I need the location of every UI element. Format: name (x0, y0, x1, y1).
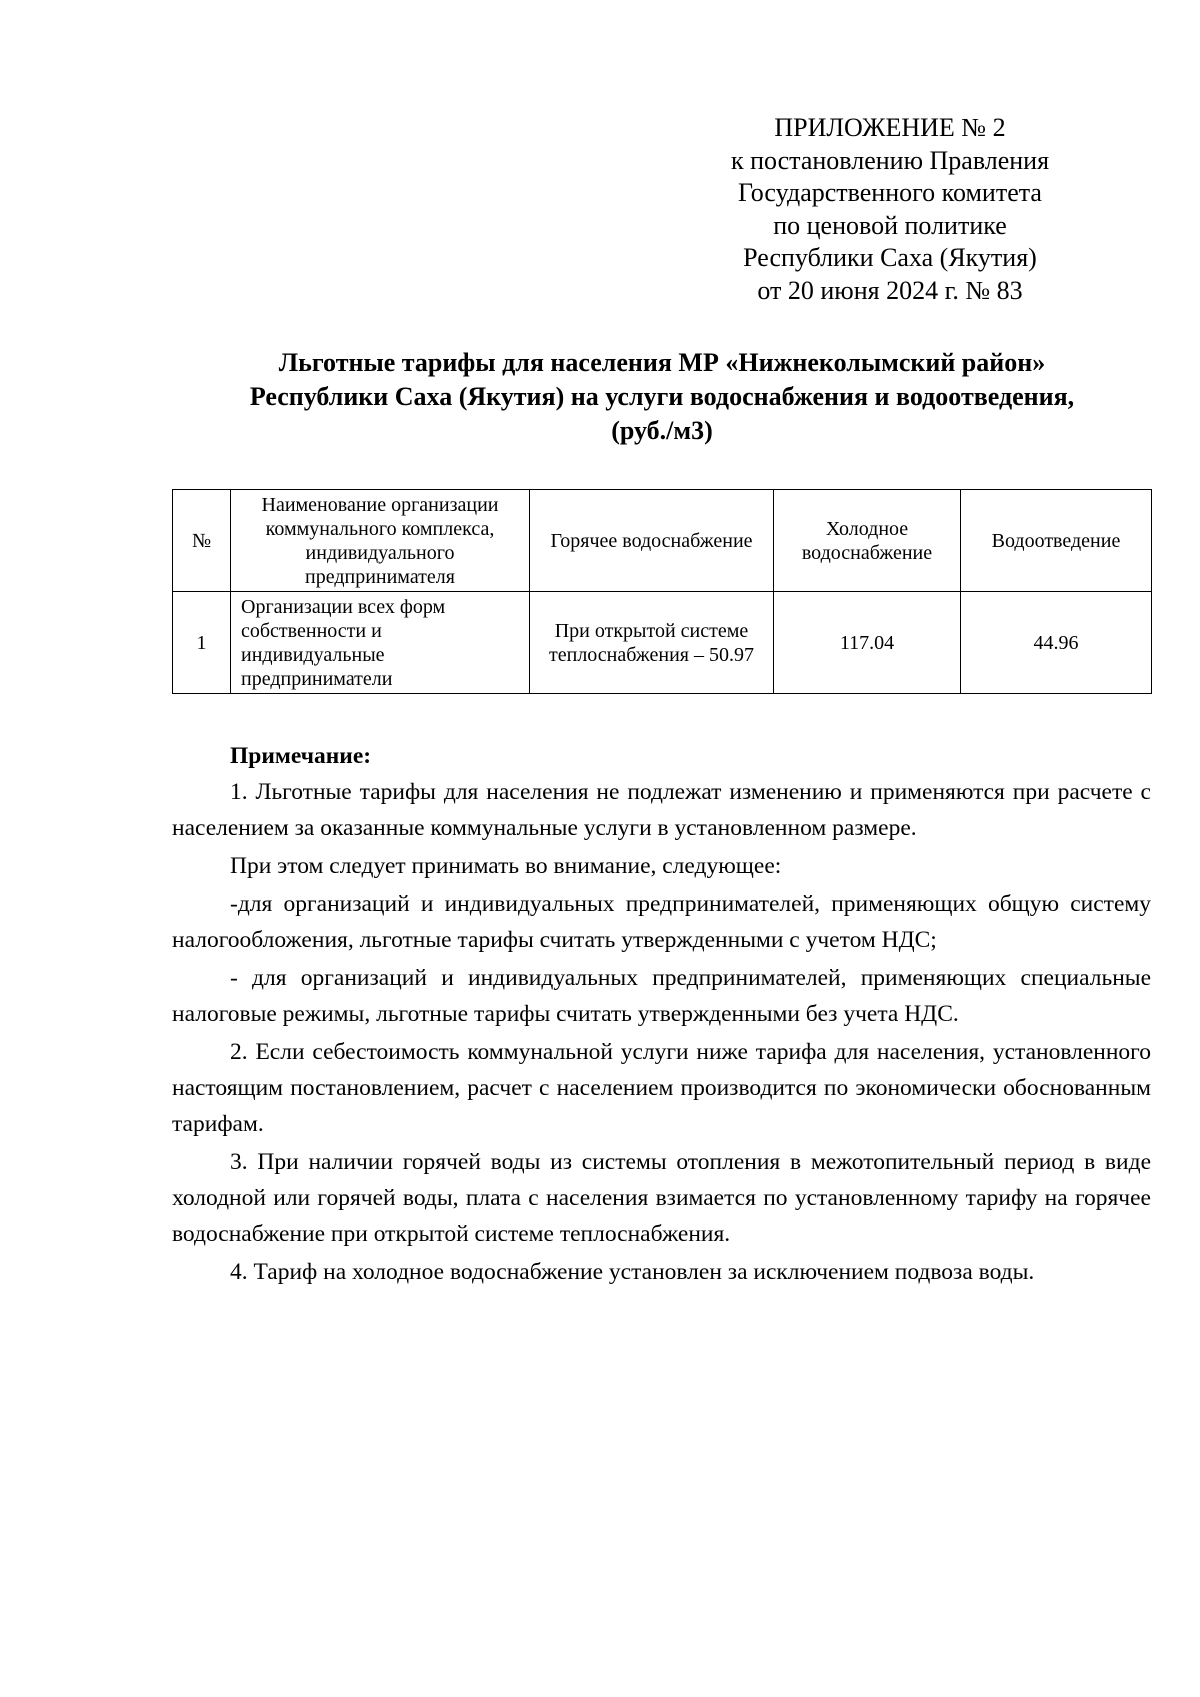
notes-section (172, 738, 1151, 1292)
appendix-line: по ценовой политике (773, 210, 1007, 240)
table-header-row (173, 490, 1152, 592)
header-number: № (173, 490, 231, 592)
cell-number: 1 (173, 592, 231, 694)
appendix-line: от 20 июня 2024 г. № 83 (757, 275, 1023, 305)
note-paragraph: -для организаций и индивидуальных предпринимателей, применяющих общую систему налогообложения, льготные тарифы считать утвержденными с учетом НДС; (172, 891, 1151, 953)
table-row (173, 592, 1152, 694)
note-paragraph: 1. Льготные тарифы для населения не подлежат изменению и применяются при расчете с населением за оказанные коммунальные услуги в установленном размере. (172, 779, 1151, 841)
header-wastewater: Водоотведение (961, 490, 1152, 592)
cell-hot-water: При открытой системе теплоснабжения – 50.97 (530, 592, 774, 694)
cell-cold-water: 117.04 (774, 592, 961, 694)
note-paragraph: - для организаций и индивидуальных предпринимателей, применяющих специальные налоговые режимы, льготные тарифы считать утвержденными без учета НДС. (172, 965, 1151, 1027)
document-title (172, 346, 1152, 448)
appendix-line: Государственного комитета (738, 178, 1042, 207)
appendix-line: Республики Саха (Якутия) (743, 243, 1037, 272)
tariffs-table (172, 489, 1152, 694)
cell-organization: Организации всех форм собственности и индивидуальные предприниматели (231, 592, 530, 694)
note-paragraph: 2. Если себестоимость коммунальной услуги ниже тарифа для населения, установленного настоящим постановлением, расчет с населением производится по экономически обоснованным тарифам. (172, 1039, 1151, 1137)
appendix-line: ПРИЛОЖЕНИЕ № 2 (774, 113, 1006, 142)
header-cold-water: Холодное водоснабжение (774, 490, 961, 592)
appendix-line: к постановлению Правления (730, 145, 1050, 175)
note-paragraph: 3. При наличии горячей воды из системы отопления в межотопительный период в виде холодной или горячей воды, плата с населения взимается по установленному тарифу на горячее водоснабжение при открытой системе теплоснабжения. (172, 1149, 1151, 1247)
cell-wastewater: 44.96 (961, 592, 1152, 694)
header-hot-water: Горячее водоснабжение (530, 490, 774, 592)
appendix-block (700, 112, 1080, 307)
title-line: Республики Саха (Якутия) на услуги водоснабжения и водоотведения, (249, 382, 1075, 411)
note-paragraph: При этом следует принимать во внимание, следующее: (230, 853, 782, 879)
title-line: Льготные тарифы для населения МР «Нижнеколымский район» (278, 348, 1046, 377)
title-line: (руб./м3) (611, 416, 713, 445)
note-paragraph: 4. Тариф на холодное водоснабжение установлен за исключением подвоза воды. (230, 1259, 1035, 1285)
notes-heading: Примечание: (230, 743, 372, 769)
header-organization: Наименование организации коммунального комплекса, индивидуального предпринимателя (231, 490, 530, 592)
